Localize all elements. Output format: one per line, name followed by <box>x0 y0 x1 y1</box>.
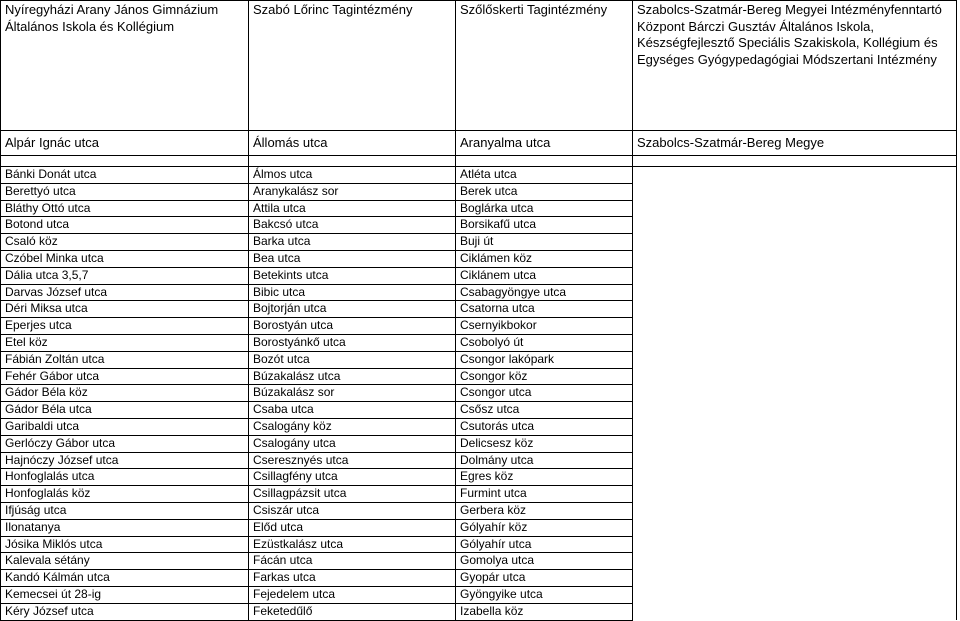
street-name-cell[interactable]: Egres köz <box>456 469 633 486</box>
street-name-cell[interactable]: Gerlóczy Gábor utca <box>1 435 249 452</box>
table-row <box>1 402 957 419</box>
table-row <box>1 502 957 519</box>
table-row <box>1 234 957 251</box>
table-row <box>1 486 957 503</box>
street-name-cell[interactable]: Bánki Donát utca <box>1 167 249 184</box>
street-name-cell[interactable]: Csalogány köz <box>249 418 456 435</box>
street-row <box>1 131 957 156</box>
street-name-cell[interactable]: Honfoglalás utca <box>1 469 249 486</box>
street-name-cell[interactable]: Bea utca <box>249 250 456 267</box>
empty-cell[interactable] <box>633 435 957 452</box>
street-cell-1[interactable]: Alpár Ignác utca <box>1 131 249 156</box>
table-row <box>1 519 957 536</box>
street-name-cell[interactable]: Darvas József utca <box>1 284 249 301</box>
street-name-cell[interactable]: Eperjes utca <box>1 318 249 335</box>
street-cell-3[interactable]: Aranyalma utca <box>456 131 633 156</box>
header-cell-2[interactable]: Szabó Lőrinc Tagintézmény <box>249 1 456 131</box>
table-row <box>1 334 957 351</box>
empty-cell[interactable] <box>633 586 957 603</box>
street-name-cell[interactable]: Álmos utca <box>249 167 456 184</box>
street-name-cell[interactable]: Csobolyó út <box>456 334 633 351</box>
street-name-cell[interactable]: Csongor köz <box>456 368 633 385</box>
street-name-cell[interactable]: Etel köz <box>1 334 249 351</box>
empty-cell[interactable] <box>633 402 957 419</box>
table-row <box>1 267 957 284</box>
table-row <box>1 250 957 267</box>
empty-cell[interactable] <box>633 217 957 234</box>
spacer-cell[interactable] <box>249 156 456 167</box>
street-name-cell[interactable]: Csabagyöngye utca <box>456 284 633 301</box>
street-name-cell[interactable]: Kandó Kálmán utca <box>1 570 249 587</box>
street-name-cell[interactable]: Kéry József utca <box>1 603 249 620</box>
street-name-cell[interactable]: Csaló köz <box>1 234 249 251</box>
street-name-cell[interactable]: Csernyikbokor <box>456 318 633 335</box>
street-name-cell[interactable]: Borostyánkő utca <box>249 334 456 351</box>
empty-cell[interactable] <box>633 234 957 251</box>
empty-cell[interactable] <box>633 284 957 301</box>
street-name-cell[interactable]: Csatorna utca <box>456 301 633 318</box>
street-name-cell[interactable]: Gádor Béla utca <box>1 402 249 419</box>
street-name-cell[interactable]: Csillagpázsit utca <box>249 486 456 503</box>
street-name-cell[interactable]: Búzakalász utca <box>249 368 456 385</box>
street-name-cell[interactable]: Előd utca <box>249 519 456 536</box>
table-row <box>1 368 957 385</box>
street-name-cell[interactable]: Bibic utca <box>249 284 456 301</box>
street-name-cell[interactable]: Borostyán utca <box>249 318 456 335</box>
street-name-cell[interactable]: Delicsesz köz <box>456 435 633 452</box>
street-name-cell[interactable]: Bláthy Ottó utca <box>1 200 249 217</box>
street-name-cell[interactable]: Dália utca 3,5,7 <box>1 267 249 284</box>
table-row <box>1 301 957 318</box>
empty-cell[interactable] <box>633 469 957 486</box>
spacer-cell[interactable] <box>1 156 249 167</box>
empty-cell[interactable] <box>633 553 957 570</box>
street-name-cell[interactable]: Kemecsei út 28-ig <box>1 586 249 603</box>
table-row <box>1 385 957 402</box>
empty-cell[interactable] <box>633 486 957 503</box>
street-name-cell[interactable]: Czóbel Minka utca <box>1 250 249 267</box>
street-name-cell[interactable]: Ciklánem utca <box>456 267 633 284</box>
empty-cell[interactable] <box>633 267 957 284</box>
table-row <box>1 284 957 301</box>
table-row <box>1 435 957 452</box>
empty-cell[interactable] <box>633 418 957 435</box>
empty-cell[interactable] <box>633 536 957 553</box>
street-name-cell[interactable]: Hajnóczy József utca <box>1 452 249 469</box>
table-row <box>1 553 957 570</box>
street-name-cell[interactable]: Botond utca <box>1 217 249 234</box>
spacer-cell[interactable] <box>633 156 957 167</box>
street-name-cell[interactable]: Cseresznyés utca <box>249 452 456 469</box>
table-row <box>1 469 957 486</box>
empty-cell[interactable] <box>633 351 957 368</box>
street-name-cell[interactable]: Gerbera köz <box>456 502 633 519</box>
street-name-cell[interactable]: Gyöngyike utca <box>456 586 633 603</box>
table-row <box>1 183 957 200</box>
street-name-cell[interactable]: Gomolya utca <box>456 553 633 570</box>
empty-cell[interactable] <box>633 200 957 217</box>
empty-cell[interactable] <box>633 301 957 318</box>
spacer-cell[interactable] <box>456 156 633 167</box>
empty-cell[interactable] <box>633 502 957 519</box>
street-name-cell[interactable]: Furmint utca <box>456 486 633 503</box>
empty-cell[interactable] <box>633 183 957 200</box>
street-name-cell[interactable]: Bozót utca <box>249 351 456 368</box>
street-name-cell[interactable]: Garibaldi utca <box>1 418 249 435</box>
street-name-cell[interactable]: Buji út <box>456 234 633 251</box>
street-name-cell[interactable]: Gyopár utca <box>456 570 633 587</box>
street-name-cell[interactable]: Csongor lakópark <box>456 351 633 368</box>
street-name-cell[interactable]: Bakcsó utca <box>249 217 456 234</box>
street-name-cell[interactable]: Gólyahír utca <box>456 536 633 553</box>
street-name-cell[interactable]: Berettyó utca <box>1 183 249 200</box>
street-name-cell[interactable]: Fábián Zoltán utca <box>1 351 249 368</box>
street-name-cell[interactable]: Ilonatanya <box>1 519 249 536</box>
street-name-cell[interactable]: Csongor utca <box>456 385 633 402</box>
header-row <box>1 1 957 131</box>
empty-cell[interactable] <box>633 334 957 351</box>
street-name-cell[interactable]: Ifjúság utca <box>1 502 249 519</box>
street-name-cell[interactable]: Gólyahír köz <box>456 519 633 536</box>
street-name-cell[interactable]: Csiszár utca <box>249 502 456 519</box>
street-name-cell[interactable]: Csalogány utca <box>249 435 456 452</box>
empty-cell[interactable] <box>633 519 957 536</box>
street-name-cell[interactable]: Fehér Gábor utca <box>1 368 249 385</box>
street-name-cell[interactable]: Honfoglalás köz <box>1 486 249 503</box>
street-cell-4[interactable]: Szabolcs-Szatmár-Bereg Megye <box>633 131 957 156</box>
street-name-cell[interactable]: Fácán utca <box>249 553 456 570</box>
empty-cell[interactable] <box>633 385 957 402</box>
empty-cell[interactable] <box>633 368 957 385</box>
empty-cell[interactable] <box>633 570 957 587</box>
street-name-cell[interactable]: Ciklámen köz <box>456 250 633 267</box>
street-name-cell[interactable]: Betekints utca <box>249 267 456 284</box>
table-row <box>1 418 957 435</box>
table-row <box>1 167 957 184</box>
street-name-cell[interactable]: Bojtorján utca <box>249 301 456 318</box>
street-name-cell[interactable]: Feketedűlő <box>249 603 456 620</box>
table-row <box>1 536 957 553</box>
table-row <box>1 586 957 603</box>
street-name-cell[interactable]: Csaba utca <box>249 402 456 419</box>
empty-cell[interactable] <box>633 603 957 620</box>
street-name-cell[interactable]: Aranykalász sor <box>249 183 456 200</box>
table-row <box>1 351 957 368</box>
street-name-cell[interactable]: Berek utca <box>456 183 633 200</box>
street-name-cell[interactable]: Fejedelem utca <box>249 586 456 603</box>
street-name-cell[interactable]: Ezüstkalász utca <box>249 536 456 553</box>
street-name-cell[interactable]: Jósika Miklós utca <box>1 536 249 553</box>
street-name-cell[interactable]: Barka utca <box>249 234 456 251</box>
street-name-cell[interactable]: Borsikafű utca <box>456 217 633 234</box>
street-name-cell[interactable]: Gádor Béla köz <box>1 385 249 402</box>
street-name-cell[interactable]: Kalevala sétány <box>1 553 249 570</box>
street-name-cell[interactable]: Búzakalász sor <box>249 385 456 402</box>
empty-cell[interactable] <box>633 318 957 335</box>
empty-cell[interactable] <box>633 167 957 184</box>
header-cell-1[interactable]: Nyíregyházi Arany János Gimnázium Általános Iskola és Kollégium <box>1 1 249 131</box>
empty-cell[interactable] <box>633 452 957 469</box>
table-row <box>1 603 957 620</box>
street-name-cell[interactable]: Attila utca <box>249 200 456 217</box>
street-name-cell[interactable]: Atléta utca <box>456 167 633 184</box>
empty-cell[interactable] <box>633 250 957 267</box>
street-name-cell[interactable]: Boglárka utca <box>456 200 633 217</box>
header-cell-4[interactable]: Szabolcs-Szatmár-Bereg Megyei Intézményfenntartó Központ Bárczi Gusztáv Általános Iskola, Készségfejlesztő Speciális Szakiskola, Kollégium és Egységes Gyógypedagógiai Módszertani Intézmény <box>633 1 957 131</box>
street-name-cell[interactable]: Csutorás utca <box>456 418 633 435</box>
spacer-row <box>1 156 957 167</box>
table-row <box>1 200 957 217</box>
street-name-cell[interactable]: Csősz utca <box>456 402 633 419</box>
street-name-cell[interactable]: Csillagfény utca <box>249 469 456 486</box>
table-row <box>1 318 957 335</box>
street-name-cell[interactable]: Farkas utca <box>249 570 456 587</box>
table-row <box>1 217 957 234</box>
street-name-cell[interactable]: Déri Miksa utca <box>1 301 249 318</box>
street-name-cell[interactable]: Dolmány utca <box>456 452 633 469</box>
street-name-cell[interactable]: Izabella köz <box>456 603 633 620</box>
street-cell-2[interactable]: Állomás utca <box>249 131 456 156</box>
header-cell-3[interactable]: Szőlőskerti Tagintézmény <box>456 1 633 131</box>
table-row <box>1 570 957 587</box>
table-row <box>1 452 957 469</box>
